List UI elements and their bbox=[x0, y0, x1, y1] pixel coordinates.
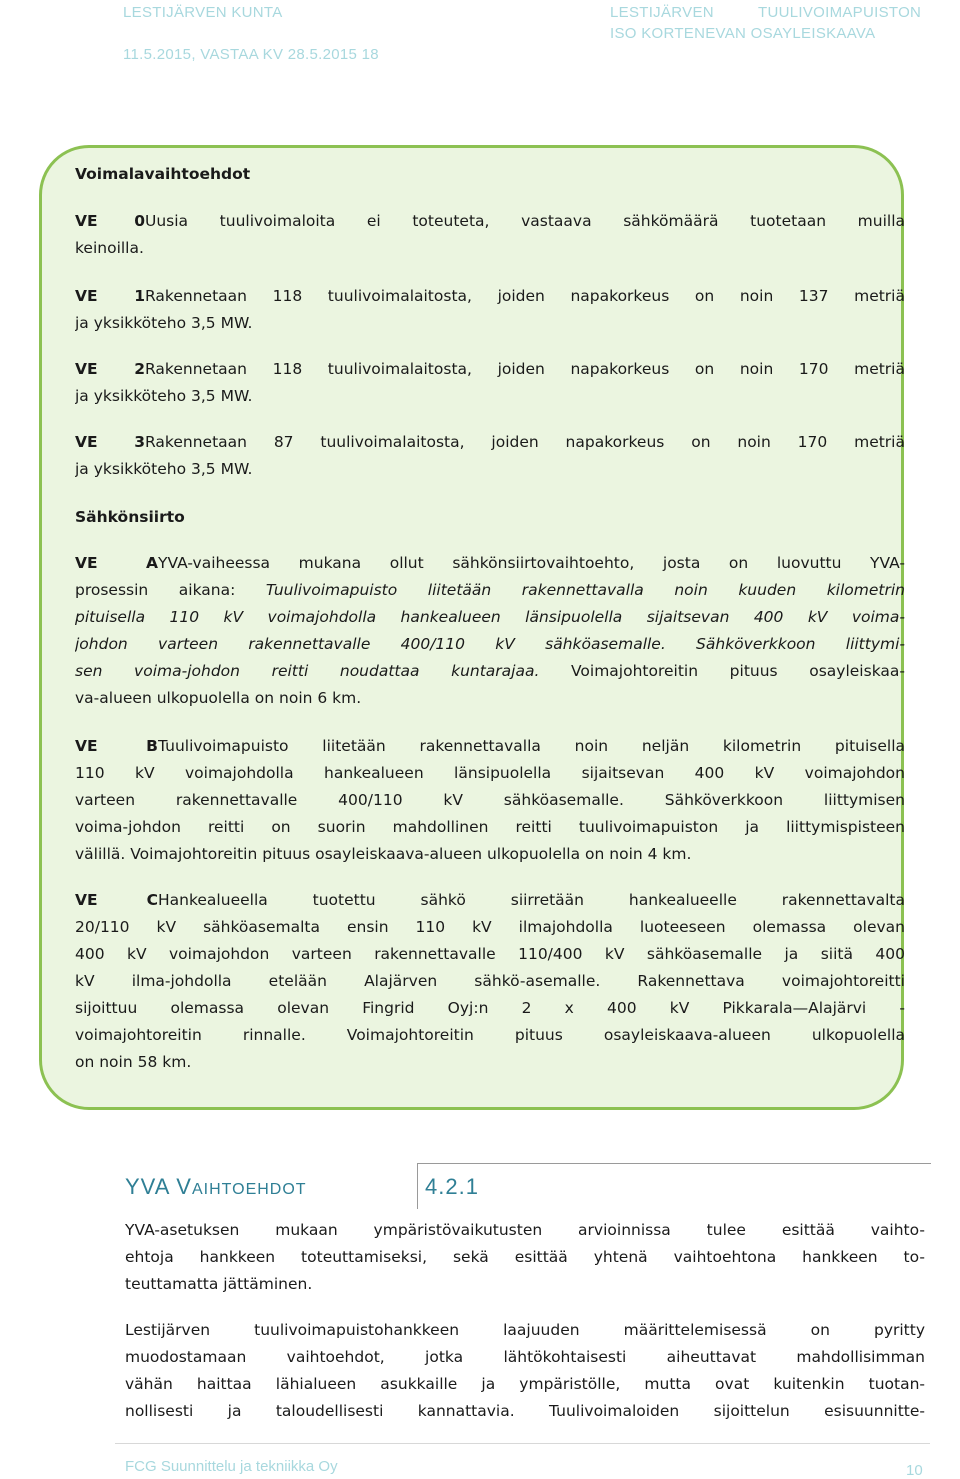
vea-text-6: va-alueen ulkopuolella on noin 6 km. bbox=[75, 689, 362, 707]
vea-text-5a: sen voima-johdon reitti noudattaa kuntarajaa. bbox=[75, 662, 540, 680]
veb-text-2: 110 kV voimajohdolla hankealueen länsipuolella sijaitsevan 400 kV voimajohdon bbox=[75, 764, 905, 782]
alternative-ve2 bbox=[75, 356, 905, 410]
ve2-text-1: Rakennetaan 118 tuulivoimalaitosta, joiden napakorkeus on noin 170 metriä bbox=[145, 360, 905, 378]
vea-text-2b: Tuulivoimapuisto liitetään rakennettavalla noin kuuden kilometrin bbox=[265, 581, 905, 599]
vec-text-4: kV ilma-johdolla etelään Alajärven sähkö-asemalle. Rakennettava voimajohtoreitti bbox=[75, 972, 905, 990]
footer-rule bbox=[115, 1443, 930, 1444]
p1-line-3: teuttamatta jättäminen. bbox=[125, 1275, 313, 1293]
vea-text-2a: prosessin aikana: bbox=[75, 581, 266, 599]
header-municipality: LESTIJÄRVEN KUNTA bbox=[123, 4, 283, 21]
label-ve2: VE 2 bbox=[75, 360, 145, 378]
alternative-vea bbox=[75, 550, 905, 712]
vea-text-5b: Voimajohtoreitin pituus osayleiskaa- bbox=[539, 662, 905, 680]
section-title bbox=[125, 1174, 307, 1200]
paragraph-2 bbox=[125, 1317, 925, 1425]
footer-company: FCG Suunnittelu ja tekniikka Oy bbox=[125, 1458, 338, 1475]
p2-line-3: vähän haittaa lähialueen asukkaille ja ympäristölle, mutta ovat kuitenkin tuotan- bbox=[125, 1375, 925, 1393]
alternative-vec bbox=[75, 887, 905, 1076]
label-ve3: VE 3 bbox=[75, 433, 145, 451]
section-title-a: YVA V bbox=[125, 1174, 192, 1199]
label-vea: VE A bbox=[75, 554, 158, 572]
vea-text-1: YVA-vaiheessa mukana ollut sähkönsiirtovaihtoehto, josta on luovuttu YVA- bbox=[158, 554, 905, 572]
veb-text-5: välillä. Voimajohtoreitin pituus osayleiskaava-alueen ulkopuolella on noin 4 km. bbox=[75, 845, 692, 863]
header-project-word1: LESTIJÄRVEN bbox=[610, 4, 714, 21]
paragraph-1 bbox=[125, 1217, 925, 1298]
alternative-veb bbox=[75, 733, 905, 868]
ve0-text-2: keinoilla. bbox=[75, 239, 144, 257]
veb-text-3: varteen rakennettavalle 400/110 kV sähköasemalle. Sähköverkkoon liittymisen bbox=[75, 791, 905, 809]
vec-text-3: 400 kV voimajohdon varteen rakennettavalle 110/400 kV sähköasemalle ja siitä 400 bbox=[75, 945, 905, 963]
p1-line-1: YVA-asetuksen mukaan ympäristövaikutusten arvioinnissa tulee esittää vaihto- bbox=[125, 1221, 925, 1239]
vec-text-7: on noin 58 km. bbox=[75, 1053, 192, 1071]
vea-text-4a: johdon varteen rakennettavalle 400/110 kV sähköasemalle. bbox=[75, 635, 666, 653]
header-plan-name: ISO KORTENEVAN OSAYLEISKAAVA bbox=[610, 25, 876, 42]
section-rule-top bbox=[417, 1163, 931, 1164]
p2-line-1: Lestijärven tuulivoimapuistohankkeen laajuuden määrittelemisessä on pyritty bbox=[125, 1321, 925, 1339]
label-vec: VE C bbox=[75, 891, 158, 909]
section-rule-left bbox=[417, 1163, 418, 1209]
p1-line-2: ehtoja hankkeen toteuttamiseksi, sekä esittää yhtenä vaihtoehtona hankkeen to- bbox=[125, 1248, 925, 1266]
label-ve0: VE 0 bbox=[75, 212, 145, 230]
ve2-text-2: ja yksikköteho 3,5 MW. bbox=[75, 387, 253, 405]
alternative-ve1 bbox=[75, 283, 905, 337]
alternative-ve0 bbox=[75, 208, 905, 262]
vea-text-3: pituisella 110 kV voimajohdolla hankealueen länsipuolella sijaitsevan 400 kV voima- bbox=[75, 608, 905, 626]
p2-line-2: muodostamaan vaihtoehdot, jotka lähtökohtaisesti aiheuttavat mahdollisimman bbox=[125, 1348, 925, 1366]
header-date: 11.5.2015, VASTAA KV 28.5.2015 18 bbox=[123, 46, 379, 63]
ve1-text-2: ja yksikköteho 3,5 MW. bbox=[75, 314, 253, 332]
page-number: 10 bbox=[906, 1462, 923, 1479]
ve3-text-2: ja yksikköteho 3,5 MW. bbox=[75, 460, 253, 478]
vea-text-4b: Sähköverkkoon liittymi- bbox=[665, 635, 905, 653]
ve0-text-1: Uusia tuulivoimaloita ei toteuteta, vastaava sähkömäärä tuotetaan muilla bbox=[145, 212, 905, 230]
label-veb: VE B bbox=[75, 737, 158, 755]
vec-text-1: Hankealueella tuotettu sähkö siirretään hankealueelle rakennettavalta bbox=[158, 891, 905, 909]
section-number: 4.2.1 bbox=[425, 1174, 479, 1199]
ve1-text-1: Rakennetaan 118 tuulivoimalaitosta, joiden napakorkeus on noin 137 metriä bbox=[145, 287, 905, 305]
ve3-text-1: Rakennetaan 87 tuulivoimalaitosta, joiden napakorkeus on noin 170 metriä bbox=[145, 433, 905, 451]
veb-text-1: Tuulivoimapuisto liitetään rakennettavalla noin neljän kilometrin pituisella bbox=[158, 737, 905, 755]
vec-text-2: 20/110 kV sähköasemalta ensin 110 kV ilmajohdolla luoteeseen olemassa olevan bbox=[75, 918, 905, 936]
alternative-ve3 bbox=[75, 429, 905, 483]
vec-text-5: sijoittuu olemassa olevan Fingrid Oyj:n 2 x 400 kV Pikkarala—Alajärvi - bbox=[75, 999, 905, 1017]
p2-line-4: nollisesti ja taloudellisesti kannattavia. Tuulivoimaloiden sijoittelun esisuunnitte- bbox=[125, 1402, 925, 1420]
veb-text-4: voima-johdon reitti on suorin mahdollinen reitti tuulivoimapuiston ja liittymispisteen bbox=[75, 818, 905, 836]
header-project-word2: TUULIVOIMAPUISTON bbox=[758, 4, 922, 21]
section-title-b: AIHTOEHDOT bbox=[191, 1181, 307, 1198]
heading-voimalavaihtoehdot: Voimalavaihtoehdot bbox=[75, 165, 251, 183]
vec-text-6: voimajohtoreitin rinnalle. Voimajohtoreitin pituus osayleiskaava-alueen ulkopuolella bbox=[75, 1026, 905, 1044]
heading-sahkonsiirto: Sähkönsiirto bbox=[75, 508, 185, 526]
label-ve1: VE 1 bbox=[75, 287, 145, 305]
